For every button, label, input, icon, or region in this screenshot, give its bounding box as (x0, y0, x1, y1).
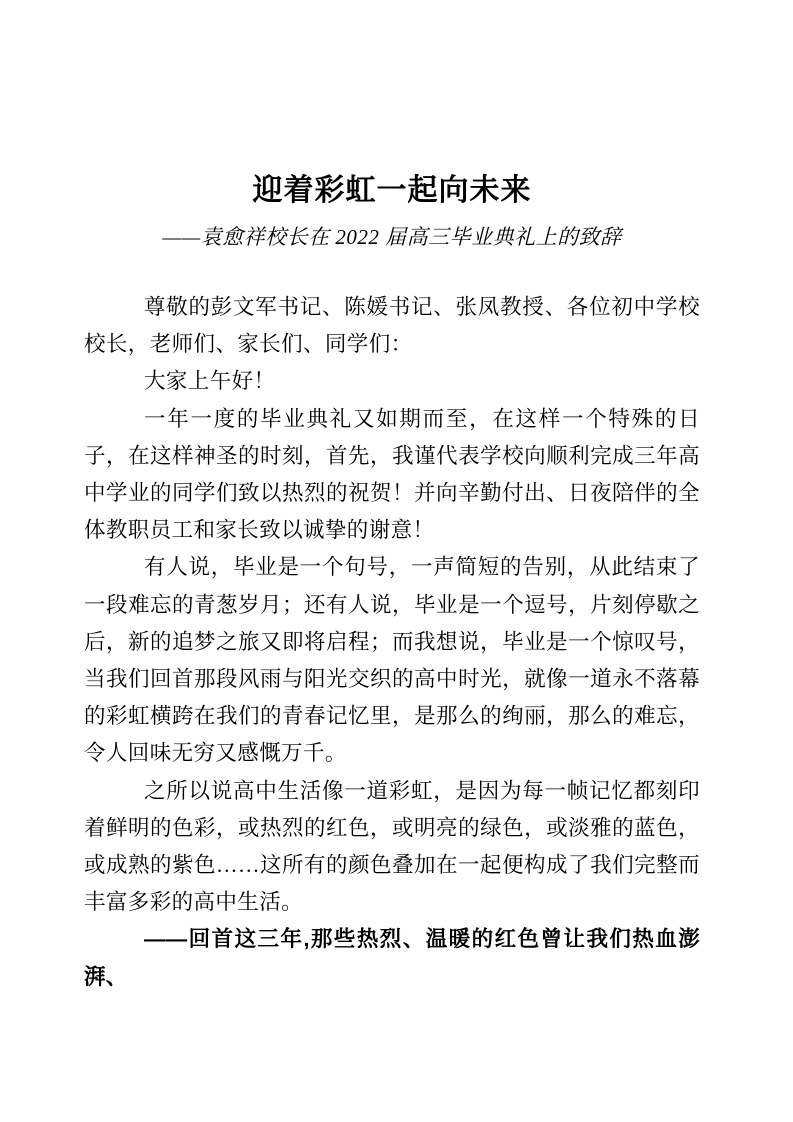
paragraph-emphasis: ——回首这三年,那些热烈、温暖的红色曾让我们热血澎湃、 (84, 927, 700, 989)
document-subtitle: ——袁愈祥校长在 2022 届高三毕业典礼上的致辞 (162, 225, 622, 249)
page-title: 迎着彩虹一起向未来 (252, 174, 532, 207)
document-body (84, 289, 700, 996)
paragraph-body-1: 一年一度的毕业典礼又如期而至，在这样一个特殊的日子，在这样神圣的时刻，首先，我谨代表学校向顺利完成三年高中学业的同学们致以热烈的祝贺！并向辛勤付出、日夜陪伴的全体教职员工和家长致以诚挚的谢意！ (84, 406, 700, 543)
paragraph-salutation: 尊敬的彭文军书记、陈媛书记、张凤教授、各位初中学校校长，老师们、家长们、同学们： (84, 295, 700, 357)
paragraph-body-2: 有人说，毕业是一个句号，一声简短的告别，从此结束了一段难忘的青葱岁月；还有人说，毕业是一个逗号，片刻停歇之后，新的追梦之旅又即将启程；而我想说，毕业是一个惊叹号，当我们回首那段风雨与阳光交织的高中时光，就像一道永不落幕的彩虹横跨在我们的青春记忆里，是那么的绚丽，那么的难忘，令人回味无穷又感慨万千。 (84, 555, 700, 766)
paragraph-body-3: 之所以说高中生活像一道彩虹，是因为每一帧记忆都刻印着鲜明的色彩，或热烈的红色，或明亮的绿色，或淡雅的蓝色，或成熟的紫色……这所有的颜色叠加在一起便构成了我们完整而丰富多彩的高中生活。 (84, 778, 700, 915)
paragraph-greeting: 大家上午好！ (144, 369, 276, 394)
